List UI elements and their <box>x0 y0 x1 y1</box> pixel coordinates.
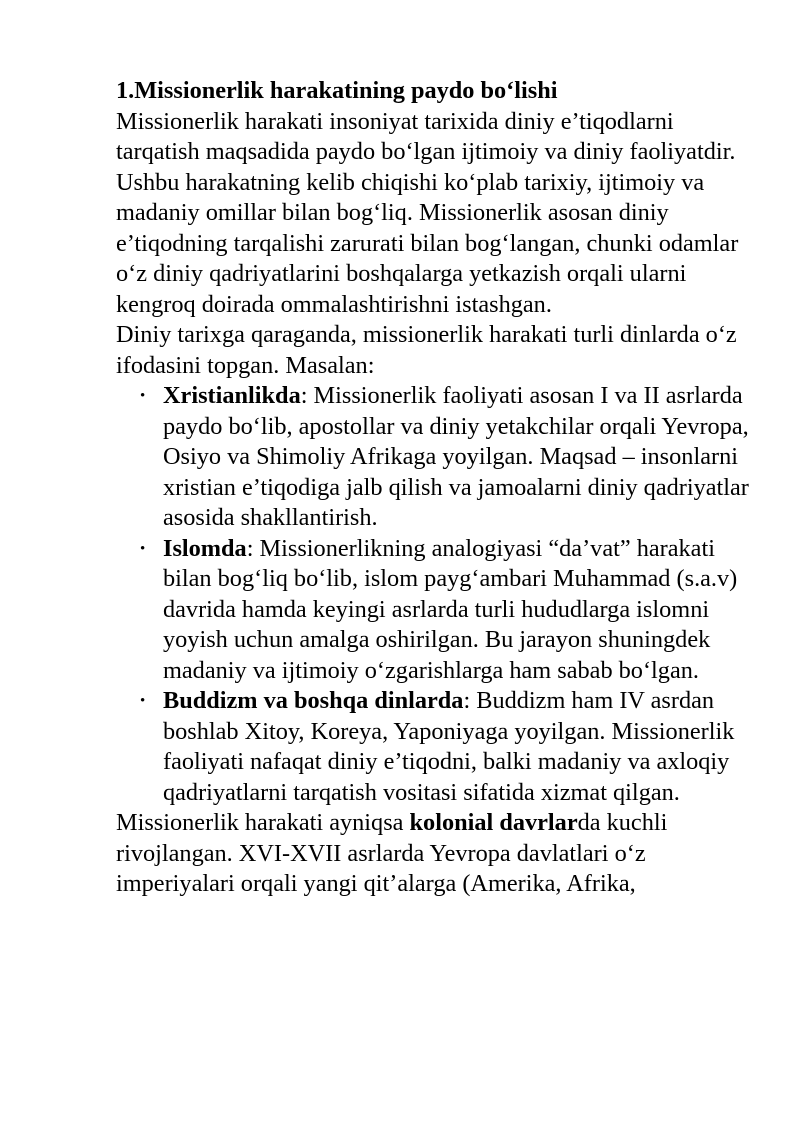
list-item-term: Xristianlikda <box>163 382 301 409</box>
bullet-icon: • <box>140 693 146 709</box>
examples-intro-paragraph: Diniy tarixga qaraganda, missionerlik harakati turli dinlarda o‘z ifodasini topgan. Masalan: <box>116 321 737 379</box>
list-item-text: : Missionerlikning analogiyasi “da’vat” harakati bilan bog‘liq bo‘lib, islom payg‘ambari Muhammad (s.a.v) davrida hamda keyingi asrlarda turli hududlarga islomni yoyish uchun amalga oshirilgan. Bu jarayon shuningdek madaniy va ijtimoiy o‘zgarishlarga ham sabab bo‘lgan. <box>163 534 738 684</box>
list-item-islam <box>140 534 756 687</box>
document-page <box>116 76 756 900</box>
bullet-icon: • <box>140 540 146 557</box>
colonial-term: kolonial davrlar <box>409 809 578 836</box>
colonial-paragraph <box>116 808 756 900</box>
list-item-text: : Missionerlik faoliyati asosan I va II asrlarda paydo bo‘lib, apostollar va diniy yetakchilar orqali Yevropa, Osiyo va Shimoliy Afrikaga yoyilgan. Maqsad – insonlarni xristian e’tiqodiga jalb qilish va jamoalarni diniy qadriyatlar asosida shakllantirish. <box>163 382 749 531</box>
list-item-term: Buddizm va boshqa dinlarda <box>163 687 464 714</box>
list-item-text: : Buddizm ham IV asrdan boshlab Xitoy, Koreya, Yaponiyaga yoyilgan. Missionerlik faoliyati nafaqat diniy e’tiqodni, balki madaniy va axloqiy qadriyatlarni tarqatish vositasi sifatida xizmat qilgan. <box>163 687 735 806</box>
bullet-icon: • <box>140 388 146 404</box>
section-heading: 1.Missionerlik harakatining paydo bo‘lishi <box>116 77 558 104</box>
colonial-text-before: Missionerlik harakati ayniqsa <box>116 809 410 836</box>
colonial-text-after: da kuchli rivojlangan. XVI-XVII asrlarda Yevropa davlatlari o‘z imperiyalari orqali yangi qit’alarga (Amerika, Afrika, <box>116 809 668 897</box>
list-item-christianity <box>140 381 756 534</box>
list-item-buddhism <box>140 686 756 808</box>
intro-paragraph: Missionerlik harakati insoniyat tarixida diniy e’tiqodlarni tarqatish maqsadida paydo bo‘lgan ijtimoiy va diniy faoliyatdir. Ushbu harakatning kelib chiqishi ko‘plab tarixiy, ijtimoiy va madaniy omillar bilan bog‘liq. Missionerlik asosan diniy e’tiqodning tarqalishi zarurati bilan bog‘langan, chunki odamlar o‘z diniy qadriyatlarini boshqalarga yetkazish orqali ularni kengroq doirada ommalashtirishni istashgan. <box>116 107 739 318</box>
list-item-term: Islomda <box>163 534 247 562</box>
religion-list <box>116 381 756 808</box>
